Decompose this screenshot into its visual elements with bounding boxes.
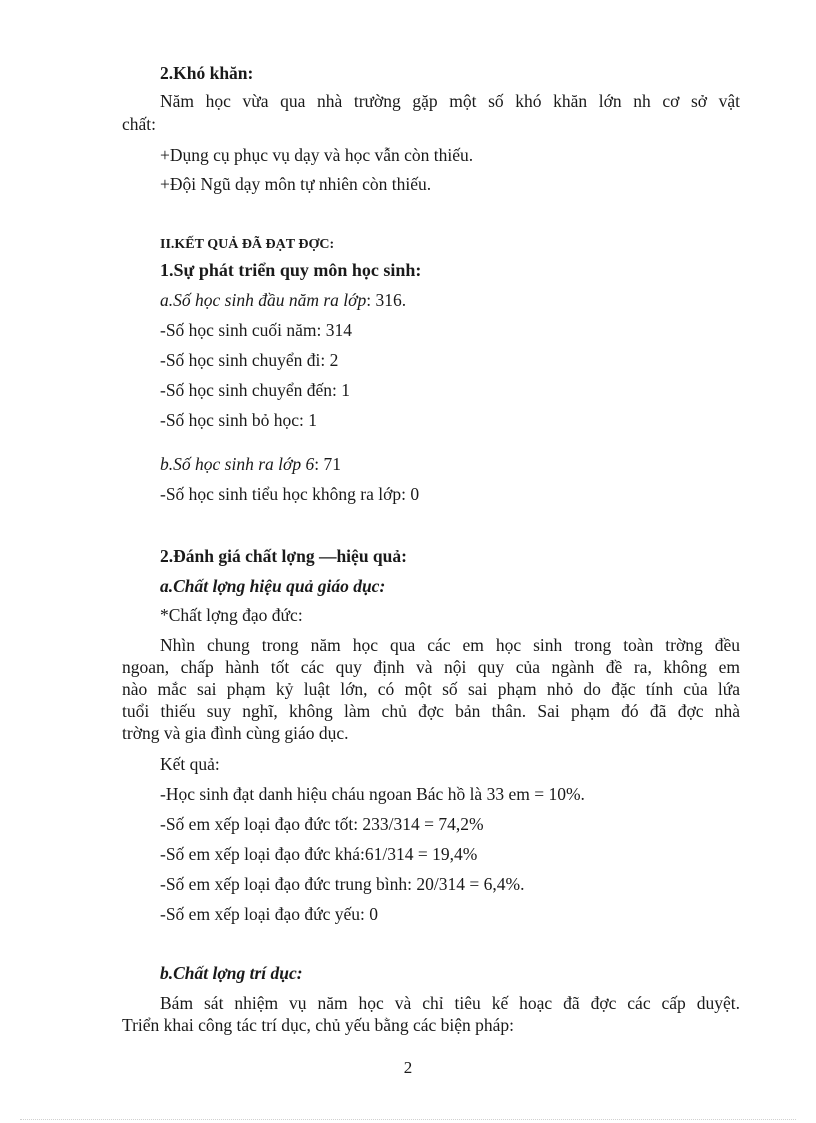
student-stat: -Số học sinh tiểu học không ra lớp: 0 — [160, 484, 420, 504]
difficulty-item: +Dụng cụ phục vụ dạy và học vẫn còn thiếu. — [160, 145, 474, 165]
section-title-results: II.KẾT QUẢ ĐÃ ĐẠT ĐỢC: — [160, 237, 335, 252]
grade6-value: : 71 — [314, 454, 341, 474]
result-item: -Số em xếp loại đạo đức khá:61/314 = 19,4% — [160, 844, 478, 864]
result-item: -Số em xếp loại đạo đức tốt: 233/314 = 74,2% — [160, 814, 484, 834]
difficulties-paragraph-line: Năm học vừa qua nhà trường gặp một số khó khăn lớn nh cơ sở vật — [160, 91, 740, 111]
subsection-title-quality: 2.Đánh giá chất lợng —hiệu quả: — [160, 546, 407, 566]
student-stat: -Số học sinh chuyển đi: 2 — [160, 350, 339, 370]
grade6-label: b.Số học sinh ra lớp 6 — [160, 454, 315, 474]
subsection-title-education-quality: a.Chất lợng hiệu quả giáo dục: — [160, 576, 386, 596]
page-number: 2 — [403, 1058, 413, 1077]
difficulty-item: +Đội Ngũ dạy môn tự nhiên còn thiếu. — [160, 174, 432, 194]
intellectual-paragraph-line: Triển khai công tác trí dục, chủ yếu bằng các biện pháp: — [122, 1015, 515, 1035]
page-bottom-divider — [20, 1119, 796, 1121]
start-year-value: : 316. — [366, 290, 407, 310]
student-stat: -Số học sinh bỏ học: 1 — [160, 410, 318, 430]
start-year-label: a.Số học sinh đầu năm ra lớp — [160, 290, 367, 310]
start-year-students — [160, 289, 406, 311]
student-stat: -Số học sinh chuyển đến: 1 — [160, 380, 351, 400]
section-title-difficulties: 2.Khó khăn: — [160, 63, 254, 83]
moral-paragraph-line: nào mắc sai phạm kỷ luật lớn, có một số sai phạm nhỏ do đặc tính của lứa — [122, 679, 740, 699]
subsection-title-student-growth: 1.Sự phát triển quy môn học sinh: — [160, 260, 422, 280]
grade6-students — [160, 453, 341, 475]
moral-paragraph-line: tuổi thiếu suy nghĩ, không làm chủ đợc bản thân. Sai phạm đó đã đợc nhà — [122, 701, 740, 721]
subsection-title-intellectual-quality: b.Chất lợng trí dục: — [160, 963, 303, 983]
result-item: -Học sinh đạt danh hiệu cháu ngoan Bác hồ là 33 em = 10%. — [160, 784, 585, 804]
moral-quality-title: *Chất lợng đạo đức: — [160, 605, 303, 625]
moral-paragraph-line: Nhìn chung trong năm học qua các em học sinh trong toàn trờng đều — [160, 635, 740, 655]
results-label: Kết quả: — [160, 754, 220, 774]
student-stat: -Số học sinh cuối năm: 314 — [160, 320, 352, 340]
intellectual-paragraph-line: Bám sát nhiệm vụ năm học và chỉ tiêu kế hoạc đã đợc các cấp duyệt. — [160, 993, 740, 1013]
moral-paragraph-line: trờng và gia đình cùng giáo dục. — [122, 723, 349, 743]
result-item: -Số em xếp loại đạo đức yếu: 0 — [160, 904, 378, 924]
difficulties-paragraph-line: chất: — [122, 114, 157, 134]
moral-paragraph-line: ngoan, chấp hành tốt các quy định và nội quy của ngành đề ra, không em — [122, 657, 740, 677]
result-item: -Số em xếp loại đạo đức trung bình: 20/314 = 6,4%. — [160, 874, 525, 894]
